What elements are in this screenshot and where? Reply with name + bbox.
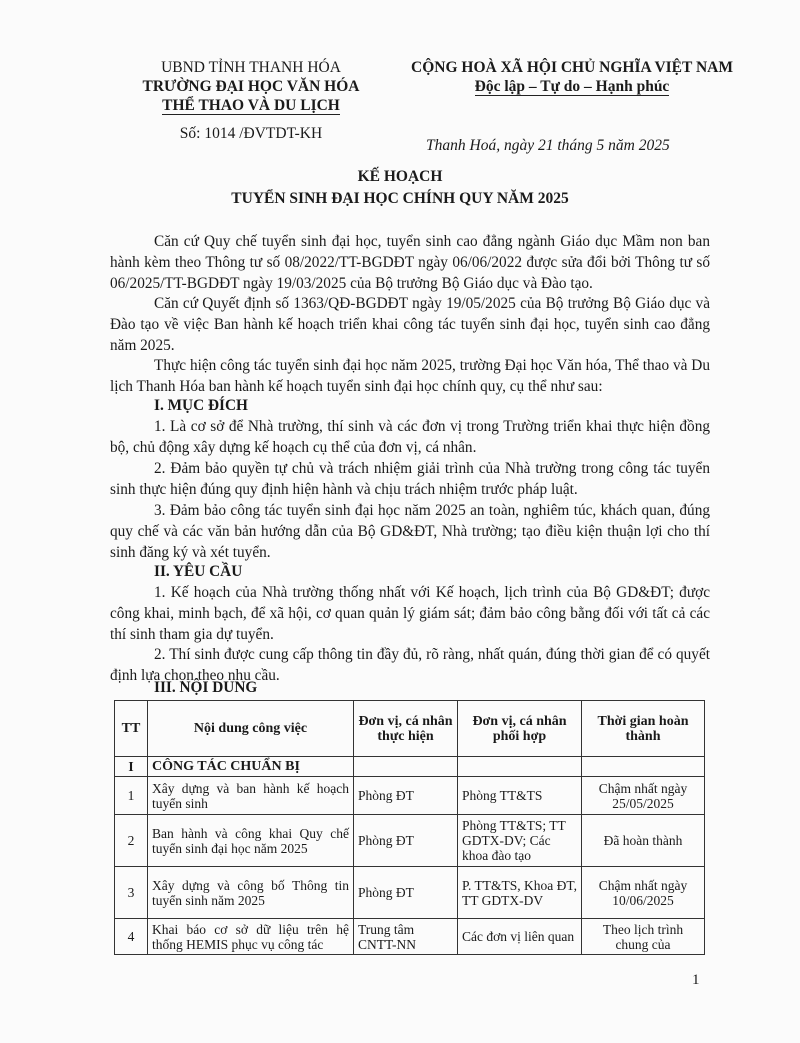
section-heading-content: III. NỘI DUNG — [154, 679, 258, 696]
group-tt: I — [115, 757, 148, 777]
row-deadline: Theo lịch trình chung của — [582, 919, 705, 955]
purpose-item-2: 2. Đảm bảo quyền tự chủ và trách nhiệm giải trình của Nhà trường trong công tác tuyển sinh thực hiện đúng quy định hiện hành và chịu trách nhiệm trước pháp luật. — [110, 460, 710, 498]
row-tt: 1 — [115, 777, 148, 815]
province-name: UBND TỈNH THANH HÓA — [161, 59, 341, 76]
purpose-item-3: 3. Đảm bảo công tác tuyển sinh đại học năm 2025 an toàn, nghiêm túc, khách quan, đúng quy chế và các văn bản hướng dẫn của Bộ GD&ĐT, Nhà trường; tạo điều kiện thuận lợi cho thí sinh đăng ký và xét tuyển. — [110, 502, 710, 561]
document-number: Số: 1014 /ĐVTDT-KH — [179, 125, 323, 142]
row-task: Khai báo cơ sở dữ liệu trên hệ thống HEMIS phục vụ công tác — [148, 919, 354, 955]
row-tt: 4 — [115, 919, 148, 955]
table-row — [115, 815, 705, 867]
row-executor: Phòng ĐT — [354, 777, 458, 815]
group-label: CÔNG TÁC CHUẨN BỊ — [148, 757, 354, 777]
table-group-row — [115, 757, 705, 777]
row-executor: Phòng ĐT — [354, 867, 458, 919]
row-coordinator: Các đơn vị liên quan — [458, 919, 582, 955]
row-executor: Trung tâm CNTT-NN — [354, 919, 458, 955]
national-title: CỘNG HOÀ XÃ HỘI CHỦ NGHĨA VIỆT NAM — [411, 59, 733, 76]
paragraph-legal-basis-2: Căn cứ Quyết định số 1363/QĐ-BGDĐT ngày 19/05/2025 của Bộ trưởng Bộ Giáo dục và Đào tạo về việc Ban hành kế hoạch triển khai công tác tuyển sinh đại học, tuyển sinh cao đẳng năm 2025. — [110, 295, 710, 354]
group-empty-cell — [354, 757, 458, 777]
row-deadline: Chậm nhất ngày 25/05/2025 — [582, 777, 705, 815]
school-name-line2-text: THỂ THAO VÀ DU LỊCH — [162, 97, 340, 114]
table-row — [115, 919, 705, 955]
section-heading-requirements: II. YÊU CẦU — [154, 563, 243, 580]
col-header-deadline: Thời gian hoàn thành — [582, 701, 705, 757]
group-empty-cell — [582, 757, 705, 777]
col-header-coordinator: Đơn vị, cá nhân phối hợp — [458, 701, 582, 757]
group-empty-cell — [458, 757, 582, 777]
row-task: Ban hành và công khai Quy chế tuyển sinh đại học năm 2025 — [148, 815, 354, 867]
requirement-item-1: 1. Kế hoạch của Nhà trường thống nhất với Kế hoạch, lịch trình của Bộ GD&ĐT; được công khai, minh bạch, để xã hội, cơ quan quản lý giám sát; đảm bảo công bằng đối với tất cả các thí sinh tham gia dự tuyển. — [110, 584, 710, 643]
row-coordinator: Phòng TT&TS; TT GDTX-DV; Các khoa đào tạo — [458, 815, 582, 867]
col-header-task: Nội dung công việc — [148, 701, 354, 757]
header-left — [120, 58, 382, 143]
paragraph-implementation: Thực hiện công tác tuyển sinh đại học năm 2025, trường Đại học Văn hóa, Thể thao và Du lịch Thanh Hóa ban hành kế hoạch tuyển sinh đại học chính quy, cụ thể như sau: — [110, 357, 710, 395]
row-task: Xây dựng và công bố Thông tin tuyển sinh năm 2025 — [148, 867, 354, 919]
school-name-line2 — [120, 96, 382, 115]
school-name-line1: TRƯỜNG ĐẠI HỌC VĂN HÓA — [142, 78, 360, 95]
row-task: Xây dựng và ban hành kế hoạch tuyển sinh — [148, 777, 354, 815]
doc-subtitle: TUYỂN SINH ĐẠI HỌC CHÍNH QUY NĂM 2025 — [231, 190, 569, 207]
table-header-row — [115, 701, 705, 757]
section-heading-purpose: I. MỤC ĐÍCH — [154, 397, 248, 414]
row-coordinator: P. TT&TS, Khoa ĐT, TT GDTX-DV — [458, 867, 582, 919]
purpose-item-1: 1. Là cơ sở để Nhà trường, thí sinh và các đơn vị trong Trường triển khai thực hiện đồng bộ, chủ động xây dựng kế hoạch cụ thể của đơn vị, cá nhân. — [110, 418, 710, 456]
col-header-executor: Đơn vị, cá nhân thực hiện — [354, 701, 458, 757]
paragraph-legal-basis-1: Căn cứ Quy chế tuyển sinh đại học, tuyển sinh cao đẳng ngành Giáo dục Mầm non ban hành kèm theo Thông tư số 08/2022/TT-BGDĐT ngày 06/06/2022 được sửa đổi bởi Thông tư số 06/2025/TT-BGDĐT ngày 19/03/2025 của Bộ trưởng Bộ Giáo dục và Đào tạo. — [110, 233, 710, 292]
national-motto-text: Độc lập – Tự do – Hạnh phúc — [474, 78, 670, 95]
document-date: Thanh Hoá, ngày 21 tháng 5 năm 2025 — [426, 137, 670, 154]
row-coordinator: Phòng TT&TS — [458, 777, 582, 815]
row-tt: 3 — [115, 867, 148, 919]
doc-title: KẾ HOẠCH — [357, 168, 443, 185]
page-number: 1 — [692, 972, 700, 988]
table-row — [115, 867, 705, 919]
row-executor: Phòng ĐT — [354, 815, 458, 867]
national-motto — [372, 77, 772, 96]
col-header-tt: TT — [115, 701, 148, 757]
plan-table — [114, 700, 705, 955]
row-deadline: Đã hoàn thành — [582, 815, 705, 867]
row-tt: 2 — [115, 815, 148, 867]
table-row — [115, 777, 705, 815]
requirement-item-2: 2. Thí sinh được cung cấp thông tin đầy đủ, rõ ràng, nhất quán, đúng thời gian để có quyết định lựa chọn theo nhu cầu. — [110, 646, 710, 684]
row-deadline: Chậm nhất ngày 10/06/2025 — [582, 867, 705, 919]
header-right — [372, 58, 772, 96]
